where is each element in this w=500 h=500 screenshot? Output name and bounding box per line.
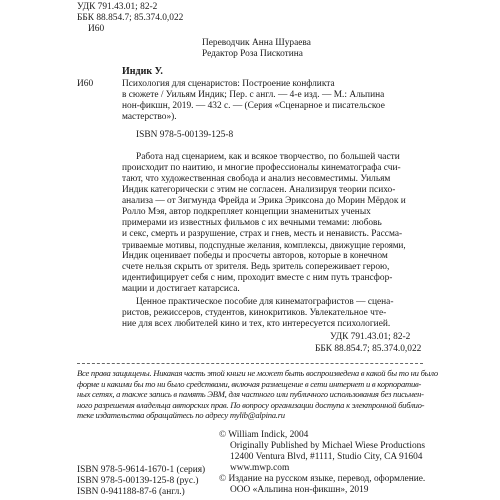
- annotation-line: Индик категорически с этим не согласен. Анализируя теории психо-: [122, 185, 396, 195]
- annotation-paragraph-2: [122, 297, 422, 330]
- annotation-line: примерами из известных фильмов с их вечными темами: любовь: [122, 218, 382, 228]
- annotation-line: идентифицирует себя с ним, проходит вместе с ним путь трансфор-: [122, 273, 393, 283]
- isbn-item: ISBN 978-5-00139-125-8 (рус.): [77, 476, 199, 486]
- bbk-bottom: ББК 88.854.7; 85.374.0,022: [315, 344, 422, 354]
- biblio-line: в сюжете / Уильям Индик; Пер. с англ. — 4-е изд. — М.: Альпина: [122, 90, 385, 100]
- copyright-line: ООО «Альпина нон-фикшн», 2019: [230, 485, 369, 495]
- annotation-paragraph-1: [122, 152, 422, 295]
- rights-line: ных сетях, а также запись в память ЭВМ, для частного или публичного использования без письмен-: [77, 389, 424, 400]
- biblio-line: нон-фикшн, 2019. — 432 с. — (Серия «Сценарное и писательское: [122, 101, 385, 111]
- biblio-record: [122, 79, 422, 123]
- copyright-line: © William Indick, 2004: [219, 430, 309, 440]
- isbn-item: ISBN 978-5-9614-1670-1 (серия): [77, 465, 206, 475]
- annotation-line: ристов, режиссеров, студентов, кинокритиков. Увлекательное чте-: [122, 308, 387, 318]
- copyright-line: 12400 Ventura Blvd, #1111, Studio City, CA 91604: [230, 452, 423, 462]
- section-divider: [77, 363, 423, 364]
- annotation-line: Работа над сценарием, как и всякое творчество, по большей части: [136, 152, 400, 162]
- annotation-line: анализа — от Зигмунда Фрейда и Эрика Эриксона до Морин Мёрдок и Ролло Мэя, автор подкрепляет концепции знаменитых ученых: [122, 196, 406, 217]
- annotation-line: счете нельзя скрыть от зрителя. Ведь зритель сопереживает герою,: [122, 262, 390, 272]
- annotation-line: триваемые мотивы, подспудные желания, комплексы, движущие героями,: [122, 240, 406, 250]
- copyright-block: [219, 430, 429, 496]
- bbk-top: ББК 88.854.7; 85.374.0,022: [77, 13, 184, 23]
- copyright-line: © Издание на русском языке, перевод, оформление.: [219, 474, 426, 484]
- annotation-line: Индик оценивает победы и просчеты авторов, которые в конечном: [122, 251, 388, 261]
- isbn-item: ISBN 0-941188-87-6 (англ.): [77, 487, 185, 497]
- copyright-line: Originally Published by Michael Wiese Productions: [230, 441, 425, 451]
- editor-credit: Редактор Роза Пискотина: [202, 49, 303, 59]
- isbn-main: ISBN 978-5-00139-125-8: [136, 130, 234, 140]
- udk-top: УДК 791.43.01; 82-2: [77, 2, 158, 12]
- biblio-line: Психология для сценаристов: Построение конфликта: [122, 79, 335, 89]
- translator-credit: Переводчик Анна Шураева: [202, 38, 311, 48]
- rights-line: Все права защищены. Никакая часть этой книги не может быть воспроизведена в какой бы то ни было: [77, 368, 438, 378]
- udk-bottom: УДК 791.43.01; 82-2: [330, 332, 411, 342]
- annotation-line: Ценное практическое пособие для кинематографистов — сцена-: [136, 297, 394, 307]
- rights-line: форме и какими бы то ни было средствами, включая размещение в сети интернет и в корпоратив-: [77, 378, 422, 389]
- code-top: И60: [88, 24, 105, 34]
- author-heading: Индик У.: [122, 66, 163, 77]
- rights-line: теке издательства обращайтесь по адресу mylib@alpina.ru: [77, 410, 285, 421]
- annotation-line: и секс, смерть и разрушение, страх и гнев, месть и ненависть. Рассма-: [122, 229, 403, 239]
- biblio-line: мастерство»).: [122, 112, 177, 122]
- isbn-list: [77, 465, 217, 498]
- annotation-line: ние для всех любителей кино и тех, кто интересуется психологией.: [122, 319, 391, 329]
- rights-line: ного разрешения владельца авторских прав. По вопросу организации доступа к электронной библио-: [77, 399, 425, 410]
- copyright-line: www.mwp.com: [230, 463, 290, 473]
- rights-notice: [77, 368, 438, 421]
- biblio-code: И60: [77, 79, 94, 89]
- annotation-line: тают, что художественная свобода и анализ несовместимы. Уильям: [122, 174, 391, 184]
- annotation-line: происходит по наитию, и многие профессионалы кинематографа счи-: [122, 163, 401, 173]
- annotation-line: мации и достигает катарсиса.: [122, 284, 240, 294]
